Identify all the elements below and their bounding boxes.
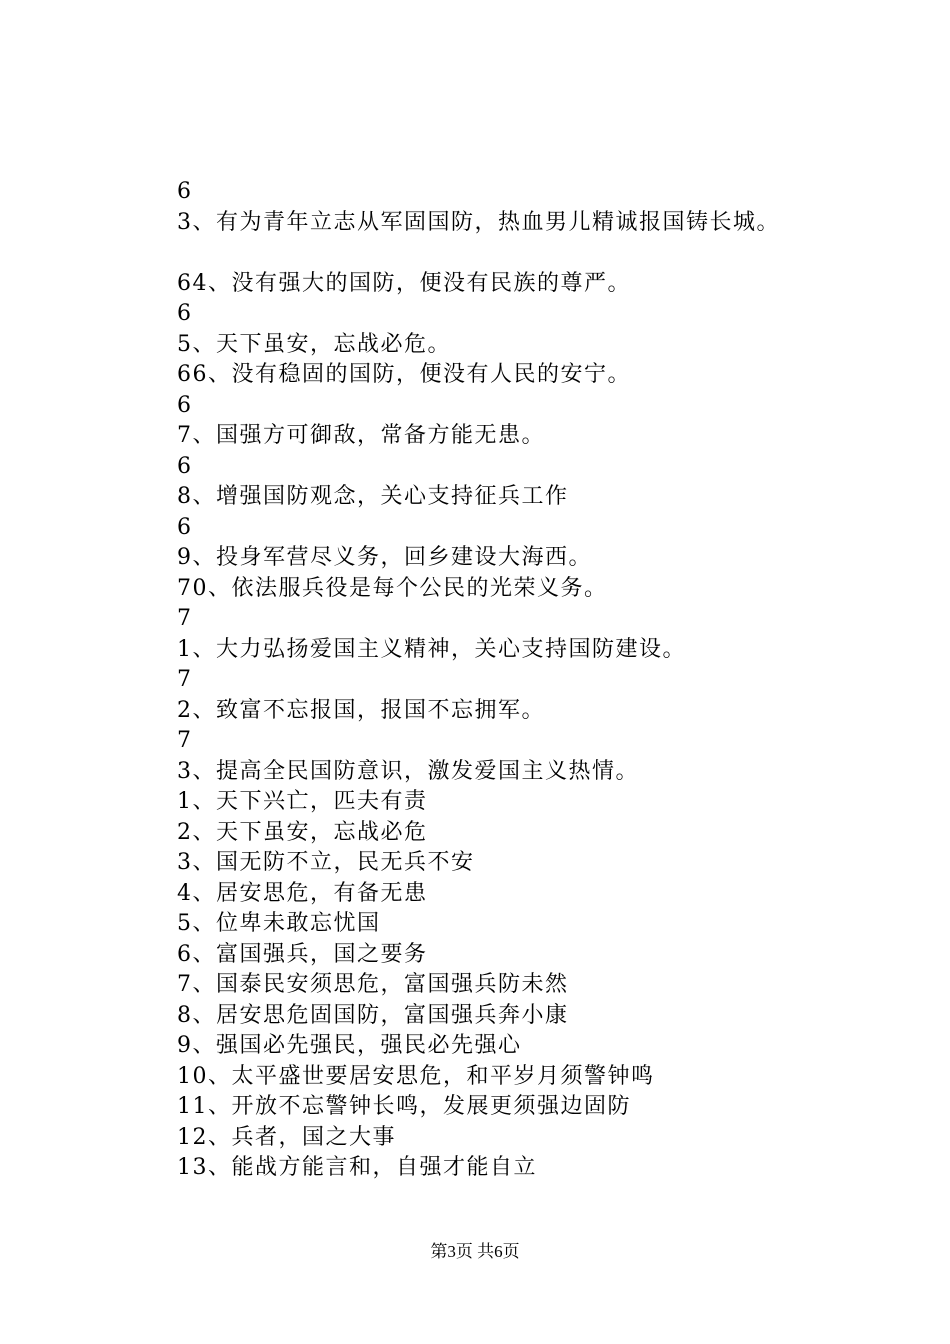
text-line: 5、天下虽安，忘战必危。	[177, 331, 451, 357]
text-line: 6	[177, 179, 193, 204]
text-line: 9、强国必先强民，强民必先强心	[177, 1033, 522, 1058]
text-line: 70、依法服兵役是每个公民的光荣义务。	[177, 575, 608, 601]
text-line: 2、天下虽安，忘战必危	[177, 819, 428, 845]
text-line: 7	[177, 667, 193, 692]
text-line: 6	[177, 392, 193, 418]
text-line: 4、居安思危，有备无患	[177, 880, 428, 906]
text-line: 1、大力弘扬爱国主义精神，关心支持国防建设。	[177, 636, 686, 662]
text-line: 6	[177, 301, 193, 326]
text-line: 2、致富不忘报国，报国不忘拥军。	[177, 697, 545, 723]
text-line: 12、兵者，国之大事	[177, 1124, 396, 1150]
text-line: 5、位卑未敢忘忧国	[177, 911, 381, 936]
text-line: 1、天下兴亡，匹夫有责	[177, 789, 428, 814]
text-line: 7、国强方可御敌，常备方能无患。	[177, 423, 545, 448]
text-line: 7、国泰民安须思危，富国强兵防未然	[177, 972, 569, 997]
text-line: 10、太平盛世要居安思危，和平岁月须警钟鸣	[177, 1063, 655, 1089]
text-line: 8、居安思危固国防，富国强兵奔小康	[177, 1002, 569, 1028]
text-line: 3、有为青年立志从军固国防，热血男儿精诚报国铸长城。	[177, 209, 780, 235]
text-line: 7	[177, 728, 193, 753]
document-body	[177, 177, 877, 1184]
text-line: 6	[177, 514, 193, 540]
text-line: 6、富国强兵，国之要务	[177, 941, 428, 967]
text-line: 66、没有稳固的国防，便没有人民的安宁。	[177, 362, 631, 387]
text-line: 3、国无防不立，民无兵不安	[177, 850, 475, 875]
text-line: 13、能战方能言和，自强才能自立	[177, 1155, 537, 1180]
text-line: 64、没有强大的国防，便没有民族的尊严。	[177, 270, 631, 296]
text-line: 9、投身军营尽义务，回乡建设大海西。	[177, 545, 592, 570]
text-line: 3、提高全民国防意识，激发爱国主义热情。	[177, 758, 639, 784]
text-line: 6	[177, 453, 193, 479]
page-footer: 第3页 共6页	[430, 1242, 520, 1261]
text-line: 7	[177, 606, 193, 631]
text-line: 8、增强国防观念，关心支持征兵工作	[177, 484, 569, 509]
text-line: 11、开放不忘警钟长鸣，发展更须强边固防	[177, 1094, 631, 1119]
